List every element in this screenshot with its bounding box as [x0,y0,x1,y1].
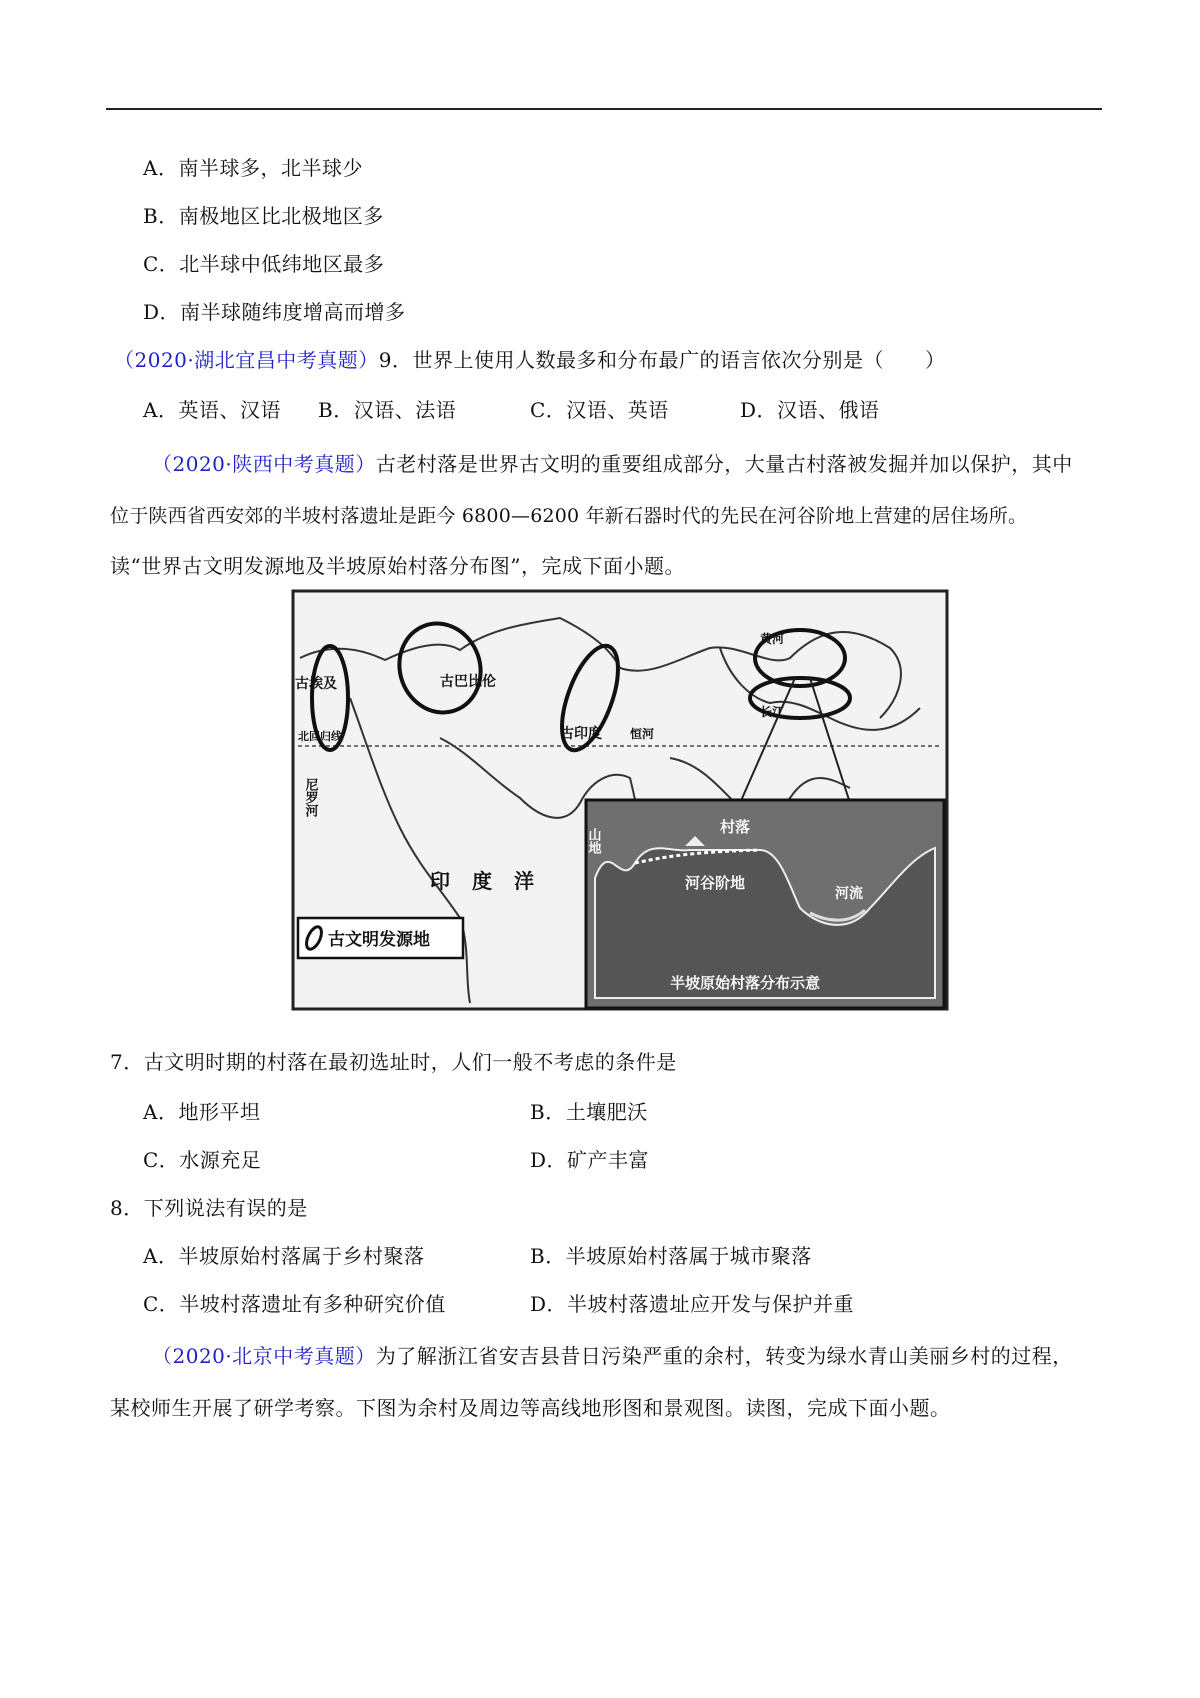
inset-label-mountain: 山地 [585,828,601,854]
passage-beijing-line1: （2020·北京中考真题）为了解浙江省安吉县昔日污染严重的余村，转变为绿水青山美丽乡村的过程， [152,1344,1073,1368]
label-tropic: 北回归线 [298,730,342,743]
q9-option-d: D．汉语、俄语 [740,398,880,422]
option-d-prev: D．南半球随纬度增高而增多 [143,300,406,324]
map-legend [298,918,463,958]
option-c-prev: C．北半球中低纬地区最多 [143,252,385,276]
question-9 [114,346,946,374]
q7-option-d: D．矿产丰富 [530,1148,650,1172]
label-india: 古印度 [560,726,602,742]
q7-option-b: B．土壤肥沃 [530,1100,648,1124]
q7-option-c: C．水源充足 [143,1148,262,1172]
q8-option-c: C．半坡村落遗址有多种研究价值 [143,1292,446,1316]
label-huanghe: 黄河 [760,632,785,646]
source-tag-hubei: （2020·湖北宜昌中考真题） [114,348,379,372]
question-7-stem: 7．古文明时期的村落在最初选址时，人们一般不考虑的条件是 [110,1050,677,1074]
question-8-stem: 8．下列说法有误的是 [110,1196,308,1220]
inset-figure [586,800,945,1008]
q8-option-a: A．半坡原始村落属于乡村聚落 [143,1244,425,1268]
q9-option-a: A．英语、汉语 [143,398,281,422]
label-changjiang: 长江 [760,705,785,719]
inset-title: 半坡原始村落分布示意 [670,974,821,992]
q8-option-b: B．半坡原始村落属于城市聚落 [530,1244,812,1268]
label-egypt: 古埃及 [295,676,337,692]
label-indian-ocean: 印度洋 [430,869,556,893]
q9-option-c: C．汉语、英语 [530,398,669,422]
option-b-prev: B．南极地区比北极地区多 [143,204,384,228]
legend-label: 古文明发源地 [328,930,430,950]
q7-option-a: A．地形平坦 [143,1100,261,1124]
passage-beijing-line2: 某校师生开展了研学考察。下图为余村及周边等高线地形图和景观图。读图，完成下面小题。 [110,1396,951,1420]
label-babylon: 古巴比伦 [440,674,496,690]
inset-label-terrace: 河谷阶地 [685,874,746,892]
passage-shaanxi-line3: 读“世界古文明发源地及半坡原始村落分布图”，完成下面小题。 [110,554,685,578]
source-tag-shaanxi: （2020·陕西中考真题） [152,452,376,476]
label-ganges: 恒河 [630,727,655,741]
label-nile: 尼罗河 [302,778,318,817]
q9-option-b: B．汉语、法语 [318,398,457,422]
source-tag-beijing: （2020·北京中考真题） [152,1344,376,1368]
passage-shaanxi-line1: （2020·陕西中考真题）古老村落是世界古文明的重要组成部分，大量古村落被发掘并加以保护，其中 [152,452,1073,476]
inset-label-village: 村落 [720,818,751,836]
passage-shaanxi-line2: 位于陕西省西安郊的半坡村落遗址是距今 6800—6200 年新石器时代的先民在河谷阶地上营建的居住场所。 [110,505,1028,527]
option-a-prev: A．南半球多，北半球少 [143,156,363,180]
q8-option-d: D．半坡村落遗址应开发与保护并重 [530,1292,855,1316]
question-9-stem: 9．世界上使用人数最多和分布最广的语言依次分别是（ ） [378,348,946,372]
inset-label-river: 河流 [835,886,863,902]
civilization-map-figure [290,588,950,1018]
header-rule [106,108,1102,110]
